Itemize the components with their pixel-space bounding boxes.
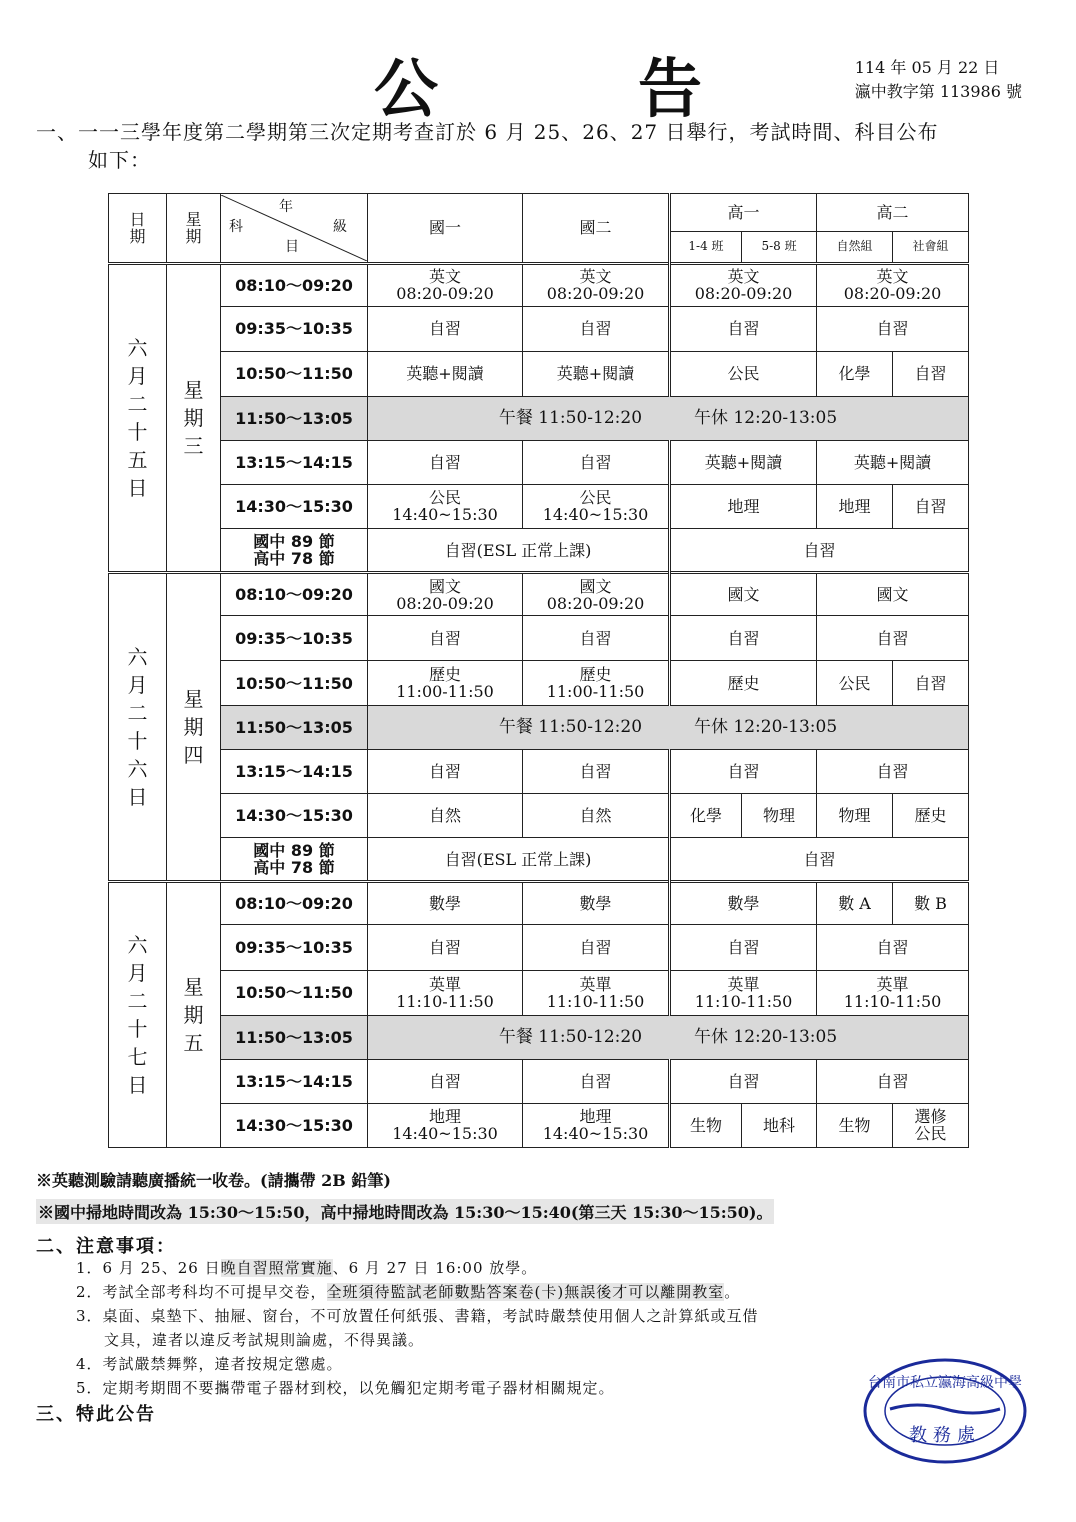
schedule-row (109, 263, 969, 306)
date-char: 二 (127, 701, 148, 726)
grade-7-cell: 英單 11:10-11:50 (368, 970, 523, 1015)
svg-text:台南市私立瀛海高級中學: 台南市私立瀛海高級中學 (868, 1375, 1022, 1391)
grade-10-cell: 地理 (670, 484, 817, 528)
weekday-char: 期 (183, 715, 204, 740)
grade-10-cell: 歷史 (670, 661, 817, 706)
date-char: 月 (127, 673, 148, 698)
time-slot: 09:35～10:35 (221, 925, 368, 970)
grade-10-cell: 自習 (670, 1059, 817, 1103)
lunch-break-cell (368, 396, 969, 440)
notice-item-3-cont: 文具，違者以違反考試規則論處，不得異議。 (104, 1331, 425, 1349)
grade-8-cell: 自習 (523, 1059, 670, 1103)
header-date (109, 194, 167, 264)
doc-meta (855, 56, 1022, 104)
header-g11-social: 社會組 (893, 231, 969, 263)
senior-high-cell: 自習 (670, 528, 969, 572)
grade-8-cell: 自習 (523, 925, 670, 970)
date-char: 二 (127, 391, 148, 416)
day-date-cell (109, 882, 167, 1148)
schedule-row (109, 661, 969, 706)
grade-7-cell: 公民 14:40~15:30 (368, 484, 523, 528)
header-weekday (167, 194, 221, 264)
schedule-row (109, 838, 969, 882)
date-char: 六 (127, 645, 148, 670)
grade-7-cell: 自習 (368, 440, 523, 484)
document-number: 瀛中教字第 113986 號 (854, 82, 1022, 101)
time-slot: 13:15～14:15 (221, 750, 368, 794)
weekday-char: 四 (183, 743, 204, 768)
grade-8-cell: 自習 (523, 616, 670, 661)
exam-schedule-table (108, 193, 969, 1148)
header-grade-10: 高一 (670, 194, 817, 232)
date-char: 六 (127, 933, 148, 958)
grade-10-cell: 國文 (670, 573, 817, 616)
grade-8-cell: 國文 08:20-09:20 (523, 573, 670, 616)
schedule-row (109, 970, 969, 1015)
date-char: 十 (127, 419, 148, 444)
junior-high-cell: 自習(ESL 正常上課) (368, 838, 670, 882)
notice-item-3: 3．桌面、桌墊下、抽屜、窗台，不可放置任何紙張、書籍，考試時嚴禁使用個人之計算紙或互借 (76, 1307, 759, 1325)
svg-text:教務處: 教務處 (909, 1425, 981, 1446)
date-char: 日 (127, 1073, 148, 1098)
grade-10-cell: 自習 (670, 925, 817, 970)
time-slot: 10:50～11:50 (221, 661, 368, 706)
diag-grade: 年 (279, 198, 293, 215)
title-char-1: 公 (374, 52, 438, 127)
notice-items (76, 1256, 759, 1400)
header-grade-8: 國二 (523, 194, 670, 264)
nap-text: 午休 12:20-13:05 (694, 717, 838, 738)
time-slot: 10:50～11:50 (221, 970, 368, 1015)
grade-10-cell: 英單 11:10-11:50 (670, 970, 817, 1015)
schedule-row (109, 1103, 969, 1147)
section-2-heading: 二、注意事項： (36, 1236, 176, 1257)
grade-11-cell: 英文 08:20-09:20 (817, 263, 969, 306)
date-char: 六 (127, 757, 148, 782)
day-weekday-cell (167, 573, 221, 882)
lunch-text: 午餐 11:50-12:20 (498, 1026, 643, 1047)
note-listening-test: ※英聽測驗請聽廣播統一收卷。(請攜帶 2B 鉛筆) (36, 1171, 391, 1190)
diag-mu: 目 (285, 238, 299, 255)
grade-8-cell: 英聽+閱讀 (523, 351, 670, 396)
schedule-row (109, 925, 969, 970)
grade-11-cell: 英聽+閱讀 (817, 440, 969, 484)
date-char: 二 (127, 989, 148, 1014)
time-slot: 14:30～15:30 (221, 484, 368, 528)
notice-item-4: 4．考試嚴禁舞弊，違者按規定懲處。 (76, 1355, 343, 1373)
time-slot: 14:30～15:30 (221, 794, 368, 838)
date-char: 日 (127, 475, 148, 500)
grade-11-science-cell: 物理 (817, 794, 893, 838)
grade-8-cell: 英文 08:20-09:20 (523, 263, 670, 306)
day-date-cell (109, 573, 167, 882)
grade-10-cell: 自習 (670, 306, 817, 351)
time-slot: 09:35～10:35 (221, 306, 368, 351)
grade-10-cell: 自習 (670, 750, 817, 794)
grade-10-cell: 公民 (670, 351, 817, 396)
time-slot: 08:10～09:20 (221, 573, 368, 616)
header-weekday-1: 星 (185, 209, 202, 229)
weekday-char: 三 (183, 433, 204, 458)
grade-7-cell: 自然 (368, 794, 523, 838)
grade-8-cell: 地理 14:40~15:30 (523, 1103, 670, 1147)
grade-10-cell: 自習 (670, 616, 817, 661)
grade-10-class-5-8-cell: 地科 (742, 1103, 817, 1147)
time-slot: 11:50～13:05 (221, 1015, 368, 1059)
schedule-row (109, 750, 969, 794)
grade-11-science-cell: 數 A (817, 882, 893, 925)
lunch-text: 午餐 11:50-12:20 (498, 717, 643, 738)
header-date-1: 日 (129, 209, 146, 229)
diag-subject: 科 (229, 218, 243, 235)
day-weekday-cell (167, 882, 221, 1148)
header-grade-7: 國一 (368, 194, 523, 264)
grade-11-cell: 自習 (817, 616, 969, 661)
grade-8-cell: 自習 (523, 440, 670, 484)
time-slot: 11:50～13:05 (221, 706, 368, 750)
section-3-heading: 三、特此公告 (36, 1404, 156, 1425)
grade-10-class-1-4-cell: 生物 (670, 1103, 742, 1147)
date-char: 月 (127, 961, 148, 986)
grade-11-cell: 英單 11:10-11:50 (817, 970, 969, 1015)
schedule-row (109, 882, 969, 925)
time-slot: 08:10～09:20 (221, 263, 368, 306)
grade-7-cell: 歷史 11:00-11:50 (368, 661, 523, 706)
academic-office-seal (862, 1357, 1028, 1465)
date-char: 十 (127, 729, 148, 754)
date-char: 五 (127, 447, 148, 472)
grade-11-cell: 自習 (817, 925, 969, 970)
grade-11-social-cell: 數 B (893, 882, 969, 925)
note-cleaning-time: ※國中掃地時間改為 15:30～15:50，高中掃地時間改為 15:30～15:40(第三天 15:30～15:50)。 (36, 1199, 774, 1224)
intro-line-2: 如下： (88, 148, 151, 172)
date-char: 日 (127, 785, 148, 810)
weekday-char: 五 (183, 1031, 204, 1056)
grade-11-cell: 國文 (817, 573, 969, 616)
schedule-row (109, 484, 969, 528)
diag-level: 級 (333, 218, 347, 235)
weekday-char: 星 (183, 975, 204, 1000)
header-g11-science: 自然組 (817, 231, 893, 263)
date-char: 六 (127, 335, 148, 360)
date-char: 十 (127, 1017, 148, 1042)
grade-11-science-cell: 公民 (817, 661, 893, 706)
time-slot: 13:15～14:15 (221, 1059, 368, 1103)
grade-7-cell: 自習 (368, 1059, 523, 1103)
grade-7-cell: 地理 14:40~15:30 (368, 1103, 523, 1147)
senior-high-cell: 自習 (670, 838, 969, 882)
lunch-break-cell (368, 706, 969, 750)
grade-11-social-cell: 歷史 (893, 794, 969, 838)
grade-8-cell: 公民 14:40~15:30 (523, 484, 670, 528)
schedule-row (109, 794, 969, 838)
junior-high-cell: 自習(ESL 正常上課) (368, 528, 670, 572)
day-date-cell (109, 263, 167, 572)
schedule-row (109, 306, 969, 351)
diagonal-header (221, 195, 367, 261)
grade-8-cell: 歷史 11:00-11:50 (523, 661, 670, 706)
grade-8-cell: 自習 (523, 750, 670, 794)
schedule-row (109, 573, 969, 616)
grade-7-cell: 自習 (368, 306, 523, 351)
schedule-row (109, 528, 969, 572)
schedule-row (109, 351, 969, 396)
time-slot: 國中 89 節 高中 78 節 (221, 838, 368, 882)
schedule-row (109, 440, 969, 484)
grade-10-cell: 英文 08:20-09:20 (670, 263, 817, 306)
weekday-char: 期 (183, 1003, 204, 1028)
schedule-row (109, 706, 969, 750)
schedule-row (109, 1015, 969, 1059)
grade-7-cell: 自習 (368, 925, 523, 970)
weekday-char: 星 (183, 687, 204, 712)
grade-11-cell: 自習 (817, 750, 969, 794)
issue-date: 114 年 05 月 22 日 (854, 58, 1000, 77)
time-slot: 09:35～10:35 (221, 616, 368, 661)
header-weekday-2: 期 (185, 226, 202, 246)
grade-8-cell: 自習 (523, 306, 670, 351)
intro-line-1: 一、一一三學年度第二學期第三次定期考查訂於 6 月 25、26、27 日舉行，考試時間、科目公布 (36, 120, 939, 144)
schedule-row (109, 616, 969, 661)
time-slot: 11:50～13:05 (221, 396, 368, 440)
grade-11-science-cell: 化學 (817, 351, 893, 396)
seal-stamp-icon (862, 1357, 1028, 1465)
grade-11-social-cell: 自習 (893, 484, 969, 528)
lunch-text: 午餐 11:50-12:20 (498, 407, 643, 428)
grade-10-class-1-4-cell: 化學 (670, 794, 742, 838)
time-slot: 國中 89 節 高中 78 節 (221, 528, 368, 572)
notice-item-2: 2．考試全部考科均不可提早交卷，全班須待監試老師數點答案卷(卡)無誤後才可以離開教室。 (76, 1283, 741, 1301)
notice-item-1: 1．6 月 25、26 日晚自習照常實施、6 月 27 日 16:00 放學。 (76, 1259, 538, 1277)
grade-11-cell: 自習 (817, 306, 969, 351)
intro-paragraph (36, 118, 1046, 174)
grade-10-cell: 數學 (670, 882, 817, 925)
grade-11-science-cell: 地理 (817, 484, 893, 528)
grade-8-cell: 英單 11:10-11:50 (523, 970, 670, 1015)
time-slot: 13:15～14:15 (221, 440, 368, 484)
grade-11-social-cell: 選修 公民 (893, 1103, 969, 1147)
header-diagonal (221, 194, 368, 264)
lunch-break-cell (368, 1015, 969, 1059)
grade-11-cell: 自習 (817, 1059, 969, 1103)
time-slot: 08:10～09:20 (221, 882, 368, 925)
weekday-char: 星 (183, 377, 204, 402)
grade-10-cell: 英聽+閱讀 (670, 440, 817, 484)
grade-8-cell: 自然 (523, 794, 670, 838)
grade-11-science-cell: 生物 (817, 1103, 893, 1147)
nap-text: 午休 12:20-13:05 (694, 1026, 838, 1047)
grade-7-cell: 國文 08:20-09:20 (368, 573, 523, 616)
weekday-char: 期 (183, 405, 204, 430)
date-char: 月 (127, 363, 148, 388)
schedule-row (109, 1059, 969, 1103)
grade-8-cell: 數學 (523, 882, 670, 925)
time-slot: 10:50～11:50 (221, 351, 368, 396)
date-char: 七 (127, 1045, 148, 1070)
title-char-2: 告 (638, 52, 702, 127)
header-g10-class-5-8: 5-8 班 (742, 231, 817, 263)
grade-11-social-cell: 自習 (893, 351, 969, 396)
grade-7-cell: 英聽+閱讀 (368, 351, 523, 396)
grade-10-class-5-8-cell: 物理 (742, 794, 817, 838)
header-g10-class-1-4: 1-4 班 (670, 231, 742, 263)
nap-text: 午休 12:20-13:05 (694, 407, 838, 428)
notice-item-5: 5．定期考期間不要攜帶電子器材到校，以免觸犯定期考電子器材相關規定。 (76, 1379, 615, 1397)
time-slot: 14:30～15:30 (221, 1103, 368, 1147)
grade-7-cell: 英文 08:20-09:20 (368, 263, 523, 306)
grade-7-cell: 自習 (368, 616, 523, 661)
schedule-row (109, 396, 969, 440)
grade-11-social-cell: 自習 (893, 661, 969, 706)
header-grade-11: 高二 (817, 194, 969, 232)
header-date-2: 期 (129, 226, 146, 246)
grade-7-cell: 數學 (368, 882, 523, 925)
day-weekday-cell (167, 263, 221, 572)
grade-7-cell: 自習 (368, 750, 523, 794)
